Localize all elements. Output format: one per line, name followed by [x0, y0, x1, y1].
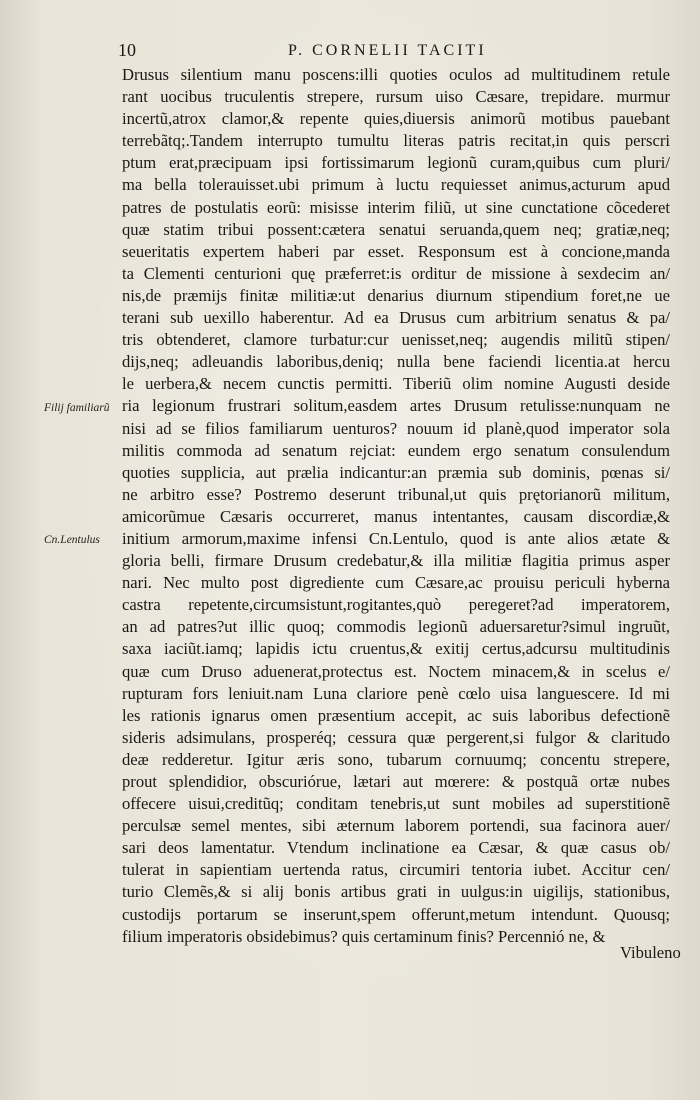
text-line: nari. Nec multo post digrediente cum Cæsare,ac prouisu periculi hyberna [122, 573, 670, 593]
text-line: turio Clemẽs,& si alij bonis artibus grati in uulgus:in uigilijs, stationibus, [122, 882, 670, 902]
text-line: ptum erat,præcipuam ipsi fortissimarum legionũ curam,quibus cum pluri/ [122, 153, 670, 173]
text-line: incertũ,atrox clamor,& repente quies,diuersis animorũ motibus pauebant [122, 109, 670, 129]
text-line: sari deos lamentatur. Vtendum inclinatione ea Cæsar, & quæ casus ob/ [122, 838, 670, 858]
text-line: ta Clementi centurioni quę præferret:is orditur de missione à sexdecim an/ [122, 263, 670, 283]
text-line: deæ redderetur. Igitur æris sono, tubarum cornuumq; concentu strepere, [122, 749, 670, 769]
text-line: patres de postulatis eorũ: misisse interim filiũ, ut sine cunctatione cõcederet [122, 197, 670, 217]
text-line: castra repetente,circumsistunt,rogitantes,quò peregeret?ad imperatorem, [122, 595, 670, 615]
text-line: nis,de præmijs finitæ militiæ:ut denarius diurnum stipendium foret,ne ue [122, 285, 670, 305]
catchword: Vibuleno [620, 943, 681, 962]
text-line: le uerbera,& necem cunctis permitti. Tiberiũ olim nomine Augusti deside [122, 374, 670, 394]
text-line: perculsæ semel mentes, sibi æternum laborem portendi, sua facinora auer/ [122, 816, 670, 836]
text-line: tris obtenderet, clamore turbatur:cur uenisset,neq; augendis militũ stipen/ [122, 330, 670, 350]
text-line: ne arbitro esse? Postremo deserunt tribunal,ut quis prętorianorũ militum, [122, 484, 670, 504]
text-line: gloria belli, firmare Drusum credebatur,& illa militiæ flagitia primus asper [122, 551, 670, 571]
text-line: dijs,neq; adleuandis laboribus,deniq; nulla bene faciendi licentia.at hercu [122, 352, 670, 372]
text-line: sideris adsimulans, prosperéq; cessura quæ pergerent,si fulgor & claritudo [122, 727, 670, 747]
text-line: initium armorum,maxime infensi Cn.Lentulo, quod is ante alios ætate & [122, 528, 670, 548]
text-line: quæ cum Druso aduenerat,protectus est. Noctem minacem,& in scelus e/ [122, 661, 670, 681]
text-line: custodijs portarum se inserunt,spem offerunt,metum intendunt. Quousq; [122, 904, 670, 924]
body-text [122, 64, 670, 948]
text-line: terani sub uexillo haberentur. Ad ea Drusus cum arbitrium senatus & pa/ [122, 308, 670, 328]
text-line: quoties supplicia, aut prælia indicantur:an præmia sub dominis, pœnas si/ [122, 462, 670, 482]
text-line: filium imperatoris obsidebimus? quis certaminum finis? Percennió ne, & [122, 926, 606, 946]
marginal-note-filij-familiarum: Filij familiarũ [44, 402, 110, 414]
text-line: ria legionum frustrari solitum,easdem artes Drusum retulisse:nunquam ne [122, 396, 670, 416]
text-line: offecere uisui,creditũq; conditam tenebris,ut sunt mobiles ad superstitionẽ [122, 794, 670, 814]
text-line: rant uocibus truculentis strepere, rursum uiso Cæsare, trepidare. murmur [122, 87, 670, 107]
text-line: saxa iaciũt.iamq; lapidis ictu cruentus,& exitij certus,adcursu multitudinis [122, 639, 670, 659]
text-line: amicorũmue Cæsaris occurreret, manus intentantes, causam discordiæ,& [122, 506, 670, 526]
text-line: tulerat in sapientiam uertenda ratus, circumiri tentoria iubet. Accitur cen/ [122, 860, 670, 880]
text-line: les rationis ignarus omen præsentium accepit, ac suis laboribus defectionẽ [122, 705, 670, 725]
text-line: ma bella tolerauisset.ubi primum à luctu requiesset animus,acturum apud [122, 175, 670, 195]
text-line: terrebãtq;.Tandem interrupto tumultu literas patris recitat,in quis perscri [122, 131, 670, 151]
marginal-note-cn-lentulus: Cn.Lentulus [44, 534, 100, 546]
text-line: an ad patres?ut illic quoq; commodis legionũ aduersaretur?simul ingruũt, [122, 617, 670, 637]
text-line: seueritatis expertem haberi par esset. Responsum est à concione,manda [122, 241, 670, 261]
text-line: militis commoda ad senatum rejciat: eundem ergo senatum consulendum [122, 440, 670, 460]
text-line: Drusus silentium manu poscens:illi quoties oculos ad multitudinem retule [122, 65, 670, 84]
text-line: quæ statim tribui possent:cætera senatui seruanda,quem neq; gratiæ,neq; [122, 219, 670, 239]
running-title: P. CORNELII TACITI [288, 42, 487, 59]
text-line: rupturam fors leniuit.nam Luna clariore penè cœlo uisa languescere. Id mi [122, 683, 670, 703]
page-header [118, 40, 664, 64]
text-line: nisi ad se filios familiarum uenturos? nouum id planè,quod imperator sola [122, 418, 670, 438]
folio-number: 10 [118, 40, 136, 60]
text-line: prout splendidior, obscuriórue, lætari aut mœrere: & postquã ortæ nubes [122, 772, 670, 791]
